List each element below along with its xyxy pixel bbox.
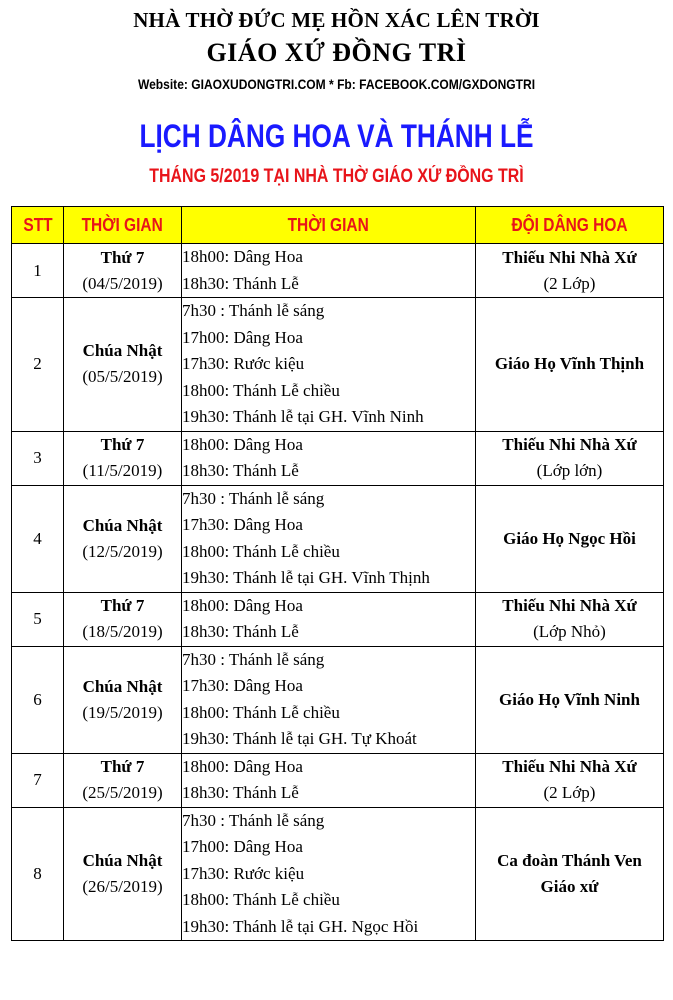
- table-row: [12, 431, 664, 485]
- event-item: 17h00: Dâng Hoa: [182, 327, 303, 347]
- event-item: 17h30: Dâng Hoa: [182, 515, 303, 534]
- event-item: 18h00: Dâng Hoa: [182, 434, 303, 454]
- team-note: (Lớp lớn): [536, 461, 603, 480]
- team-note: (Lớp Nhỏ): [533, 622, 606, 641]
- event-item: 17h30: Rước kiệu: [182, 354, 305, 373]
- day-name: Chúa Nhật: [82, 676, 163, 696]
- team-note: (2 Lớp): [543, 273, 596, 293]
- event-item: 7h30 : Thánh lễ sáng: [182, 810, 325, 830]
- date-value: (19/5/2019): [82, 702, 163, 722]
- date-value: (05/5/2019): [82, 367, 163, 387]
- date-value: (12/5/2019): [82, 541, 163, 561]
- event-item: 19h30: Thánh lễ tại GH. Vĩnh Ninh: [182, 407, 424, 426]
- row-date-cell: [64, 485, 182, 592]
- row-events-cell: [182, 807, 476, 941]
- column-header-team: ĐỘI DÂNG HOA: [476, 207, 664, 244]
- row-number: 1: [12, 244, 64, 298]
- event-item: 19h30: Thánh lễ tại GH. Tự Khoát: [182, 729, 417, 748]
- day-name: Chúa Nhật: [82, 341, 163, 361]
- row-team-cell: [476, 244, 664, 298]
- day-name: Thứ 7: [100, 596, 145, 615]
- event-item: 18h00: Dâng Hoa: [182, 595, 303, 615]
- row-events-cell: [182, 244, 476, 298]
- date-value: (11/5/2019): [82, 461, 163, 480]
- schedule-subtitle: THÁNG 5/2019 TẠI NHÀ THỜ GIÁO XỨ ĐỒNG TRÌ: [149, 166, 524, 187]
- event-item: 18h00: Thánh Lễ chiều: [182, 380, 340, 400]
- date-value: (25/5/2019): [82, 783, 163, 802]
- column-header-day: THỜI GIAN: [64, 207, 182, 244]
- row-number: 6: [12, 646, 64, 753]
- row-events-cell: [182, 646, 476, 753]
- row-date-cell: [64, 592, 182, 646]
- row-events-cell: [182, 753, 476, 807]
- table-row: [12, 244, 664, 298]
- team-name: Giáo Họ Vĩnh Thịnh: [494, 354, 645, 374]
- column-header-time: THỜI GIAN: [182, 207, 476, 244]
- day-name: Chúa Nhật: [82, 515, 163, 535]
- date-value: (18/5/2019): [82, 622, 163, 641]
- row-date-cell: [64, 431, 182, 485]
- row-date-cell: [64, 753, 182, 807]
- event-item: 17h00: Dâng Hoa: [182, 837, 303, 856]
- row-team-cell: [476, 298, 664, 432]
- table-row: [12, 646, 664, 753]
- team-name: Thiếu Nhi Nhà Xứ: [502, 757, 637, 776]
- team-name: Giáo Họ Ngọc Hồi: [503, 528, 636, 548]
- day-name: Thứ 7: [100, 247, 145, 267]
- team-note: (2 Lớp): [543, 783, 596, 802]
- row-team-cell: [476, 646, 664, 753]
- event-item: 7h30 : Thánh lễ sáng: [182, 649, 325, 669]
- event-item: 19h30: Thánh lễ tại GH. Ngọc Hồi: [182, 916, 419, 936]
- row-date-cell: [64, 244, 182, 298]
- row-number: 2: [12, 298, 64, 432]
- row-team-cell: [476, 592, 664, 646]
- contact-line: Website: GIAOXUDONGTRI.COM * Fb: FACEBOOK.COM/GXDONGTRI: [137, 76, 536, 92]
- row-events-cell: [182, 431, 476, 485]
- event-item: 18h00: Dâng Hoa: [182, 756, 303, 776]
- row-number: 7: [12, 753, 64, 807]
- day-name: Chúa Nhật: [82, 850, 163, 870]
- event-item: 18h00: Thánh Lễ chiều: [182, 541, 340, 561]
- row-date-cell: [64, 807, 182, 941]
- team-name: Thiếu Nhi Nhà Xứ: [502, 247, 637, 267]
- row-number: 4: [12, 485, 64, 592]
- team-name: Ca đoàn Thánh Ven: [497, 850, 642, 870]
- event-item: 7h30 : Thánh lễ sáng: [182, 488, 325, 508]
- team-name: Thiếu Nhi Nhà Xứ: [502, 596, 637, 615]
- event-item: 7h30 : Thánh lễ sáng: [182, 301, 325, 320]
- row-events-cell: [182, 298, 476, 432]
- event-item: 18h30: Thánh Lễ: [182, 622, 299, 641]
- column-header-stt: STT: [12, 207, 64, 244]
- row-team-cell: [476, 753, 664, 807]
- team-name: Giáo Họ Vĩnh Ninh: [499, 689, 640, 709]
- day-name: Thứ 7: [100, 757, 145, 776]
- date-value: (26/5/2019): [82, 876, 163, 896]
- event-item: 19h30: Thánh lễ tại GH. Vĩnh Thịnh: [182, 568, 430, 587]
- row-team-cell: [476, 431, 664, 485]
- event-item: 18h00: Dâng Hoa: [182, 247, 303, 266]
- row-date-cell: [64, 298, 182, 432]
- church-name: NHÀ THỜ ĐỨC MẸ HỒN XÁC LÊN TRỜI: [133, 8, 540, 32]
- date-value: (04/5/2019): [82, 273, 163, 293]
- table-row: [12, 592, 664, 646]
- table-row: [12, 753, 664, 807]
- event-item: 18h00: Thánh Lễ chiều: [182, 890, 340, 909]
- row-number: 8: [12, 807, 64, 941]
- parish-name: GIÁO XỨ ĐỒNG TRÌ: [206, 38, 467, 67]
- row-team-cell: [476, 807, 664, 941]
- schedule-title: LỊCH DÂNG HOA VÀ THÁNH LỄ: [139, 118, 534, 154]
- team-name: Thiếu Nhi Nhà Xứ: [502, 435, 637, 454]
- schedule-table: [11, 206, 664, 941]
- day-name: Thứ 7: [100, 435, 145, 454]
- row-events-cell: [182, 592, 476, 646]
- event-item: 18h30: Thánh Lễ: [182, 783, 299, 802]
- event-item: 17h30: Dâng Hoa: [182, 676, 303, 695]
- event-item: 18h00: Thánh Lễ chiều: [182, 702, 340, 722]
- event-item: 17h30: Rước kiệu: [182, 863, 305, 883]
- table-row: [12, 807, 664, 941]
- table-header-row: [12, 207, 664, 244]
- row-date-cell: [64, 646, 182, 753]
- table-row: [12, 298, 664, 432]
- row-events-cell: [182, 485, 476, 592]
- row-number: 3: [12, 431, 64, 485]
- row-number: 5: [12, 592, 64, 646]
- event-item: 18h30: Thánh Lễ: [182, 461, 299, 480]
- team-name: Giáo xứ: [540, 876, 599, 896]
- table-body: [12, 244, 664, 941]
- table-row: [12, 485, 664, 592]
- row-team-cell: [476, 485, 664, 592]
- event-item: 18h30: Thánh Lễ: [182, 273, 299, 293]
